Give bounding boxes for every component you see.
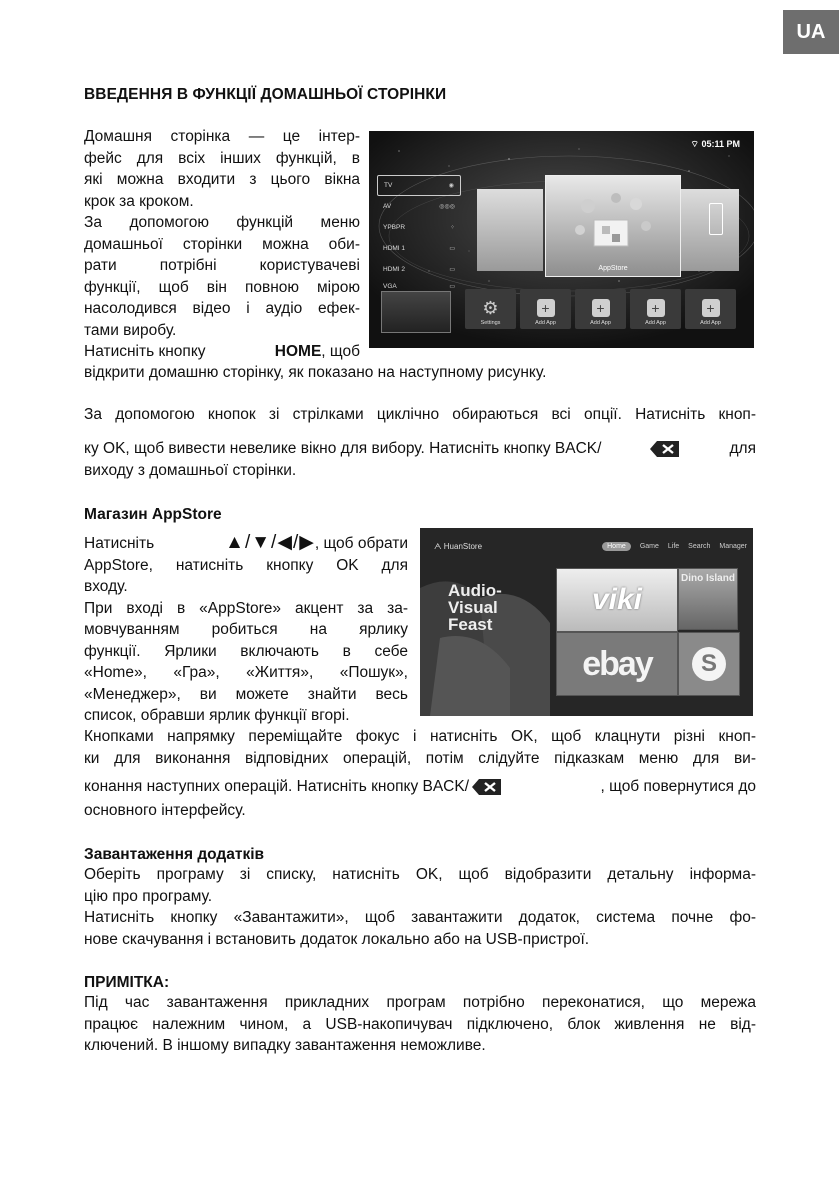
text-line: нове скачування і встановить додаток локально або на USB-пристрої. [84, 930, 590, 948]
app-card-left[interactable] [477, 189, 543, 271]
source-label: YPBPR [383, 224, 406, 231]
home-screen-image [369, 131, 754, 348]
source-label: HDMI 2 [383, 266, 406, 273]
text-line: ключений. В іншому випадку завантаження неможливе. [84, 1037, 486, 1054]
ypbpr-icon: ⁘ [449, 225, 455, 231]
text-line: насолодився відео і аудіо ефек- [84, 300, 360, 317]
source-label: TV [384, 182, 393, 189]
appstore-label: AppStore [598, 265, 628, 272]
tile-label: Add App [590, 320, 611, 326]
text-line: відкрити домашню сторінку, як показано на наступному рисунку. [84, 364, 547, 381]
ebay-tile[interactable]: ebay [556, 632, 678, 696]
tab-home[interactable]: Home [602, 542, 631, 551]
text-line: Під час завантаження прикладних програм потрібно переконатися, що мережа [84, 994, 756, 1011]
skype-icon: S [692, 647, 726, 681]
text-line: рати потрібні користувачеві [84, 257, 360, 274]
av-icon: ◎◎◎ [439, 204, 455, 210]
hdmi-icon: ▭ [449, 267, 455, 273]
plus-icon: + [537, 299, 555, 317]
preview-window [381, 291, 451, 333]
text-line: Кнопками напрямку переміщайте фокус і натисніть OK, щоб клацнути різні кноп- [84, 728, 756, 745]
text-line: виходу з домашньої сторінки. [84, 462, 297, 479]
text-line: «Менеджер», ви можете знайти весь [84, 685, 408, 703]
text-line: домашньої сторінки можна оби- [84, 235, 360, 253]
store-logo [434, 542, 482, 552]
text-line: фейс для всіх інших функцій, в [84, 149, 360, 167]
app-card-right[interactable] [681, 189, 739, 271]
text-line: За допомогою кнопок зі стрілками циклічно обираються всі опції. Натисніть кноп- [84, 406, 756, 423]
settings-tile[interactable] [465, 289, 516, 329]
text-line: функції, щоб він повною мірою [84, 278, 360, 296]
text-line: За допомогою функцій меню [84, 214, 360, 231]
dino-island-tile[interactable]: Dino Island [678, 568, 738, 630]
source-label: HDMI 1 [383, 245, 406, 252]
home-key-label: HOME [274, 343, 322, 360]
source-list [377, 175, 461, 292]
section-heading-note: ПРИМІТКА: [84, 974, 170, 991]
text-line: цію про програму. [84, 887, 213, 905]
huan-logo-icon: ᗅ [434, 542, 442, 551]
text-line: ки для виконання відповідних операцій, потім слідуйте підказкам меню для ви- [84, 750, 756, 767]
back-key-icon [649, 440, 681, 458]
app-row [465, 289, 736, 329]
text-line: «Home», «Гра», «Життя», «Пошук», [84, 664, 408, 681]
note-text [84, 992, 756, 1057]
source-tv[interactable] [377, 175, 461, 196]
text-line: Домашня сторінка — це інтер- [84, 128, 360, 145]
store-nav [602, 542, 747, 551]
hdmi-icon: ▭ [449, 246, 455, 252]
text-line: Натисніть кнопку «Завантажити», щоб завантажити додаток, система почне фо- [84, 909, 756, 926]
text-line: Оберіть програму зі списку, натисніть OK, щоб відобразити детальну інформа- [84, 866, 756, 883]
source-label: AV [383, 203, 392, 210]
tile-label: Add App [535, 320, 556, 326]
text-line: крок за кроком. [84, 192, 194, 210]
back-key-icon [471, 778, 503, 796]
add-app-tile[interactable] [520, 289, 571, 329]
source-ypbpr[interactable] [377, 217, 461, 238]
text-fragment: , щоб повернутися до [600, 778, 756, 795]
tab-life[interactable]: Life [667, 543, 680, 550]
app-card-appstore[interactable] [545, 175, 681, 277]
text-fragment: , щоб [321, 343, 360, 360]
plus-icon: + [592, 299, 610, 317]
add-app-tile[interactable] [630, 289, 681, 329]
add-app-tile[interactable] [685, 289, 736, 329]
tile-label: Add App [700, 320, 721, 326]
text-line: мовчуванням робиться на ярлику [84, 621, 408, 638]
source-label: VGA [383, 282, 397, 290]
language-tab: UA [783, 10, 839, 54]
arrow-keys-icon: ▲/▼/◀/▶ [225, 532, 315, 553]
text-line: які можна входити з цього вікна [84, 171, 360, 188]
text-line: входу. [84, 578, 128, 595]
text-fragment: конання наступних операцій. Натисніть кнопку BACK/ [84, 778, 470, 795]
text-fragment: Натисніть кнопку [84, 343, 206, 360]
clock-text: 05:11 PM [701, 139, 740, 149]
text-fragment: ку OK, щоб вивести невелике вікно для вибору. Натисніть кнопку BACK/ [84, 440, 602, 457]
text-line [84, 532, 408, 555]
text-line: При вході в «AppStore» акцент за за- [84, 599, 408, 617]
wifi-icon: ⌔ [690, 139, 699, 149]
appstore-graphic [546, 176, 680, 266]
tab-search[interactable]: Search [688, 543, 711, 550]
text-line: тами виробу. [84, 321, 177, 339]
add-app-tile[interactable] [575, 289, 626, 329]
tile-label: Settings [480, 320, 501, 326]
plus-icon: + [702, 299, 720, 317]
text-line: працює належним чином, а USB-накопичувач підключено, блок живлення не від- [84, 1015, 756, 1033]
tab-game[interactable]: Game [639, 543, 659, 550]
home-intro-text [84, 126, 360, 363]
section-heading-download: Завантаження додатків [84, 846, 265, 863]
gear-icon: ⚙ [482, 297, 499, 318]
source-hdmi1[interactable] [377, 238, 461, 259]
text-fragment: Натисніть [84, 534, 155, 552]
text-line: AppStore, натисніть кнопку OK для [84, 556, 408, 574]
viki-tile[interactable]: viki [556, 568, 678, 632]
plus-icon: + [647, 299, 665, 317]
vga-icon: ▭ [449, 283, 455, 290]
text-line: функції. Ярлики включають в себе [84, 642, 408, 660]
source-av[interactable] [377, 196, 461, 217]
speaker-icon [709, 203, 723, 235]
section-heading-home: ВВЕДЕННЯ В ФУНКЦІЇ ДОМАШНЬОЇ СТОРІНКИ [84, 86, 447, 103]
appstore-intro-text [84, 532, 408, 727]
store-logo-text: HuanStore [443, 542, 483, 551]
tab-manager[interactable]: Manager [719, 543, 747, 550]
skype-tile[interactable] [678, 632, 740, 696]
text-line [84, 776, 756, 798]
text-line [84, 438, 756, 460]
text-fragment: для [729, 440, 756, 457]
tile-label: Add App [645, 320, 666, 326]
clock [690, 139, 740, 150]
section-heading-appstore: Магазин AppStore [84, 506, 222, 523]
text-fragment: , щоб обрати [314, 535, 408, 552]
feature-title: Audio- Visual Feast [448, 581, 502, 634]
text-line [84, 341, 360, 363]
tv-icon: ◉ [448, 183, 454, 189]
text-line: список, обравши ярлик функції вгорі. [84, 707, 350, 724]
appstore-screen-image [420, 528, 753, 716]
text-line: основного інтерфейсу. [84, 802, 246, 819]
download-text [84, 864, 756, 950]
source-hdmi2[interactable] [377, 259, 461, 280]
